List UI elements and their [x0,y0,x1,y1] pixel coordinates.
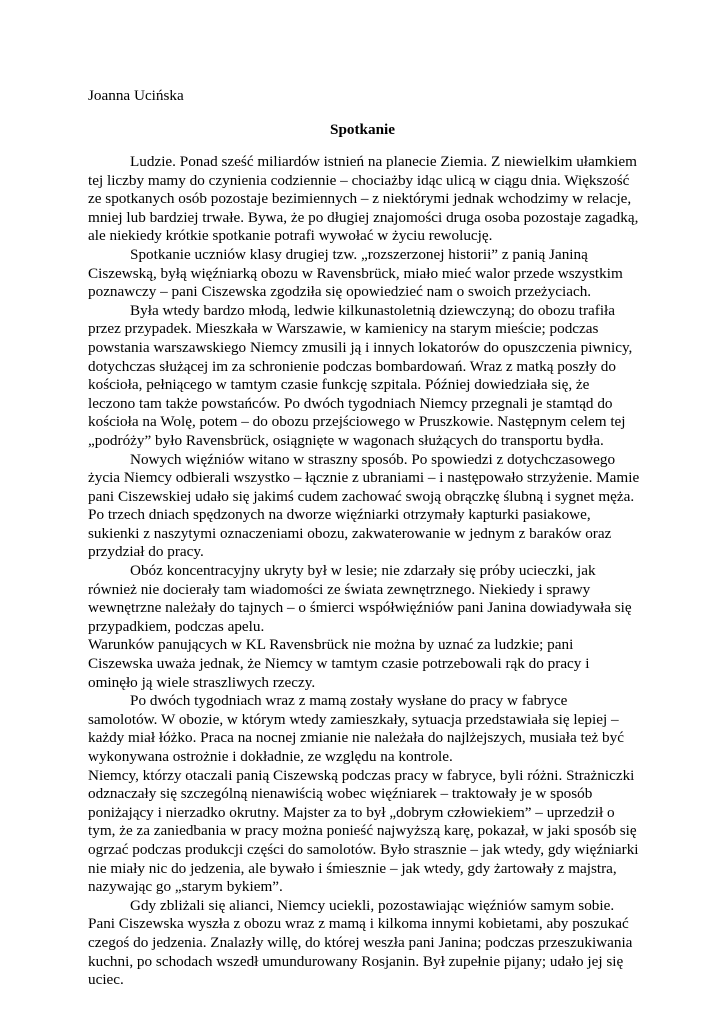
paragraph: Spotkanie uczniów klasy drugiej tzw. „rozszerzonej historii” z panią Janiną Ciszewską, byłą więźniarką obozu w Ravensbrück, miało mieć walor przede wszystkim poznawczy – pani Ciszewska zgodziła się opowiedzieć nam o swoich przeżyciach. [88,245,623,301]
paragraph: Obóz koncentracyjny ukryty był w lesie; nie zdarzały się próby ucieczki, jak również nie docierały tam wiadomości ze świata zewnętrznego. Niekiedy i sprawy wewnętrzne należały do tajnych – o śmierci współwięźniów pani Janina dowiadywała się przypadkiem, podczas apelu. [88,562,632,635]
paragraph: Po dwóch tygodniach wraz z mamą zostały wysłane do pracy w fabryce samolotów. W obozie, w którym wtedy zamieszkały, sytuacja przedstawiała się lepiej – każdy miał łóżko. Praca na nocnej zmianie nie należała do najlżejszych, musiała też być wykonywana ostrożnie i dokładnie, ze względu na kontrole. [88,692,624,765]
paragraph: Po trzech dniach spędzonych na dworze więźniarki otrzymały kapturki pasiakowe, sukienki z naszytymi oznaczeniami obozu, zakwaterowanie w jednym z baraków oraz przydział do pracy. [88,506,612,561]
paragraph: Gdy zbliżali się alianci, Niemcy uciekli, pozostawiając więźniów samym sobie. Pani Ciszewska wyszła z obozu wraz z mamą i kilkoma innymi kobietami, aby poszukać czegoś do jedzenia. Znalazły willę, do której weszła pani Janina; podczas przeszukiwania kuchni, po schodach wszedł umundurowany Rosjanin. Był zupełnie pijany; udało jej się uciec. [88,896,633,989]
paragraph: Ludzie. Ponad sześć miliardów istnień na planecie Ziemia. Z niewielkim ułamkiem tej liczby mamy do czynienia codziennie – chociażby idąc ulicą w ciągu dnia. Większość ze spotkanych osób pozostaje bezimiennych – z niektórymi jednak wchodzimy w relacje, mniej lub bardziej trwałe. Bywa, że po długiej znajomości druga osoba pozostaje zagadką, ale niekiedy krótkie spotkanie potrafi wywołać w życiu rewolucję. [88,153,639,245]
paragraph: Była wtedy bardzo młodą, ledwie kilkunastoletnią dziewczyną; do obozu trafiła przez przypadek. Mieszkała w Warszawie, w kamienicy na starym mieście; podczas powstania warszawskiego Niemcy zmusili ją i innych lokatorów do opuszczenia piwnicy, dotychczas służącej im za schronienie podczas bombardowań. Wraz z matką poszły do kościoła, pełniącego w tamtym czasie funkcję szpitala. Później dowiedziała się, że leczono tam także powstańców. Po dwóch tygodniach Niemcy przegnali je stamtąd do kościoła na Wolę, potem – do obozu przejściowego w Pruszkowie. Następnym celem tej „podróży” było Ravensbrück, osiągnięte w wagonach służących do transportu bydła. [88,301,633,449]
document-title: Spotkanie [330,121,395,138]
author-name: Joanna Ucińska [88,87,184,104]
document-body [88,153,640,990]
paragraph: Warunków panujących w KL Ravensbrück nie można by uznać za ludzkie; pani Ciszewska uważa jednak, że Niemcy w tamtym czasie potrzebowali rąk do pracy i ominęło ją wiele straszliwych rzeczy. [88,636,590,691]
paragraph: Niemcy, którzy otaczali panią Ciszewską podczas pracy w fabryce, byli różni. Strażniczki odznaczały się szczególną nienawiścią wobec więźniarek – traktowały je w sposób poniżający i nierzadko okrutny. Majster za to był „dobrym człowiekiem” – uprzedził o tym, że za zaniedbania w pracy można ponieść najwyższą karę, pokazał, w jaki sposób się ogrzać podczas produkcji części do samolotów. Było strasznie – jak wtedy, gdy więźniarki nie miały nic do jedzenia, ale bywało i śmiesznie – jak wtedy, gdy żartowały z majstra, nazywając go „starym bykiem”. [88,766,639,896]
paragraph: Nowych więźniów witano w straszny sposób. Po spowiedzi z dotychczasowego życia Niemcy odbierali wszystko – łącznie z ubraniami – i następowało strzyżenie. Mamie pani Ciszewskiej udało się jakimś cudem zachować swoją obrączkę ślubną i sygnet męża. [88,450,640,505]
